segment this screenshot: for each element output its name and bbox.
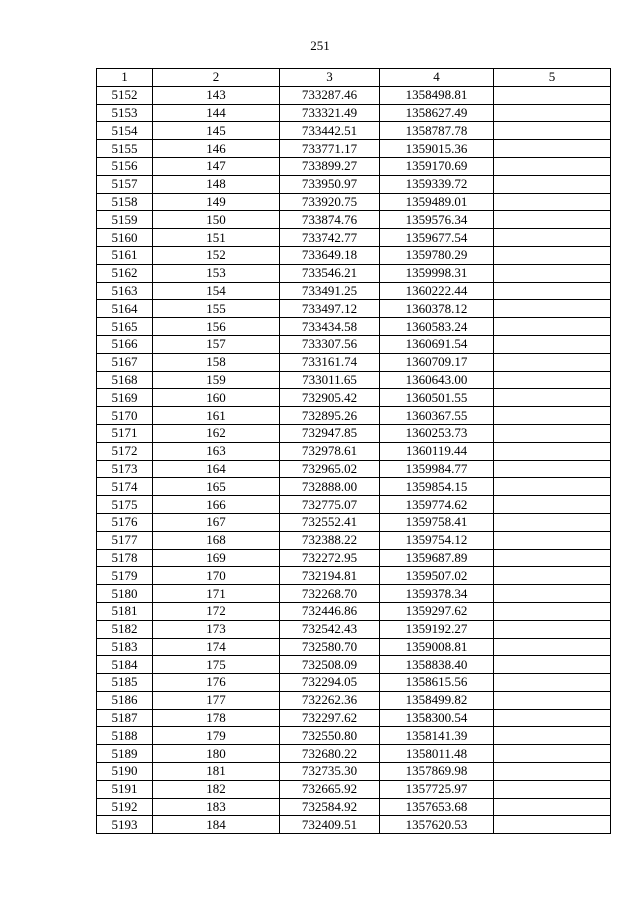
- table-cell: 733011.65: [280, 371, 380, 389]
- table-cell: 168: [153, 531, 280, 549]
- column-header: 1: [97, 69, 153, 87]
- table-cell: 1359758.41: [380, 513, 494, 531]
- table-row: [97, 585, 611, 603]
- table-cell: 155: [153, 300, 280, 318]
- table-cell: 733491.25: [280, 282, 380, 300]
- table-row: [97, 656, 611, 674]
- table-cell: 158: [153, 353, 280, 371]
- table-row: [97, 371, 611, 389]
- table-cell: 1359780.29: [380, 246, 494, 264]
- table-cell: 1359754.12: [380, 531, 494, 549]
- table-cell: 153: [153, 264, 280, 282]
- table-cell: 1359378.34: [380, 585, 494, 603]
- table-row: [97, 86, 611, 104]
- table-cell: 1358787.78: [380, 122, 494, 140]
- table-cell: 145: [153, 122, 280, 140]
- table-cell: 732680.22: [280, 745, 380, 763]
- table-cell: 5171: [97, 424, 153, 442]
- table-cell: 1360583.24: [380, 318, 494, 336]
- table-cell: 1359774.62: [380, 496, 494, 514]
- table-cell: [494, 460, 611, 478]
- table-cell: 733874.76: [280, 211, 380, 229]
- table-cell: 733742.77: [280, 229, 380, 247]
- table-cell: 5162: [97, 264, 153, 282]
- table-cell: 733287.46: [280, 86, 380, 104]
- table-cell: 733920.75: [280, 193, 380, 211]
- table-cell: [494, 620, 611, 638]
- table-cell: 732446.86: [280, 602, 380, 620]
- table-cell: 5192: [97, 798, 153, 816]
- table-cell: 5165: [97, 318, 153, 336]
- table-row: [97, 318, 611, 336]
- table-cell: 151: [153, 229, 280, 247]
- table-cell: 175: [153, 656, 280, 674]
- table-cell: 1358627.49: [380, 104, 494, 122]
- table-cell: [494, 798, 611, 816]
- table-row: [97, 193, 611, 211]
- table-cell: 144: [153, 104, 280, 122]
- table-cell: 1359192.27: [380, 620, 494, 638]
- table-cell: 1359677.54: [380, 229, 494, 247]
- table-cell: 183: [153, 798, 280, 816]
- table-cell: 148: [153, 175, 280, 193]
- table-row: [97, 567, 611, 585]
- table-cell: 732294.05: [280, 674, 380, 692]
- table-cell: 1360378.12: [380, 300, 494, 318]
- table-cell: [494, 282, 611, 300]
- table-cell: 161: [153, 407, 280, 425]
- table-cell: [494, 442, 611, 460]
- table-row: [97, 460, 611, 478]
- table-cell: 5187: [97, 709, 153, 727]
- table-row: [97, 353, 611, 371]
- table-cell: 733950.97: [280, 175, 380, 193]
- table-cell: 5188: [97, 727, 153, 745]
- table-cell: 1357725.97: [380, 780, 494, 798]
- table-cell: 1358498.81: [380, 86, 494, 104]
- table-cell: 5178: [97, 549, 153, 567]
- table-row: [97, 638, 611, 656]
- table-cell: 5164: [97, 300, 153, 318]
- table-row: [97, 496, 611, 514]
- table-cell: 733442.51: [280, 122, 380, 140]
- table-cell: 733546.21: [280, 264, 380, 282]
- table-cell: 1359297.62: [380, 602, 494, 620]
- table-cell: [494, 763, 611, 781]
- table-cell: 5168: [97, 371, 153, 389]
- table-cell: 176: [153, 674, 280, 692]
- table-cell: 180: [153, 745, 280, 763]
- table-cell: [494, 585, 611, 603]
- table-header-row: [97, 69, 611, 87]
- table-cell: [494, 300, 611, 318]
- table-cell: 179: [153, 727, 280, 745]
- table-cell: 732978.61: [280, 442, 380, 460]
- table-cell: 1359170.69: [380, 157, 494, 175]
- table-cell: 5182: [97, 620, 153, 638]
- table-cell: 1357653.68: [380, 798, 494, 816]
- table-cell: 732895.26: [280, 407, 380, 425]
- table-row: [97, 122, 611, 140]
- table-row: [97, 727, 611, 745]
- table-cell: 150: [153, 211, 280, 229]
- table-cell: 167: [153, 513, 280, 531]
- table-cell: 733434.58: [280, 318, 380, 336]
- table-cell: 1360367.55: [380, 407, 494, 425]
- table-cell: [494, 389, 611, 407]
- table-cell: 732508.09: [280, 656, 380, 674]
- table-cell: 732297.62: [280, 709, 380, 727]
- table-cell: 732965.02: [280, 460, 380, 478]
- table-cell: 1359507.02: [380, 567, 494, 585]
- table-cell: 1360691.54: [380, 335, 494, 353]
- table-cell: 5153: [97, 104, 153, 122]
- table-cell: 170: [153, 567, 280, 585]
- table-row: [97, 407, 611, 425]
- table-cell: [494, 318, 611, 336]
- table-row: [97, 389, 611, 407]
- table-cell: 732665.92: [280, 780, 380, 798]
- table-cell: 149: [153, 193, 280, 211]
- table-cell: [494, 264, 611, 282]
- table-cell: [494, 638, 611, 656]
- table-cell: 1359576.34: [380, 211, 494, 229]
- table-cell: [494, 478, 611, 496]
- table-cell: 1359854.15: [380, 478, 494, 496]
- table-cell: [494, 424, 611, 442]
- table-cell: 732552.41: [280, 513, 380, 531]
- table-cell: 732272.95: [280, 549, 380, 567]
- table-cell: [494, 86, 611, 104]
- table-cell: [494, 549, 611, 567]
- table-cell: 732388.22: [280, 531, 380, 549]
- table-cell: 1359687.89: [380, 549, 494, 567]
- table-cell: [494, 745, 611, 763]
- table-cell: 5177: [97, 531, 153, 549]
- table-row: [97, 816, 611, 834]
- page-number: 251: [310, 38, 330, 53]
- table-row: [97, 157, 611, 175]
- table-cell: 733899.27: [280, 157, 380, 175]
- table-cell: 166: [153, 496, 280, 514]
- table-cell: [494, 193, 611, 211]
- table-cell: 184: [153, 816, 280, 834]
- table-cell: [494, 496, 611, 514]
- table-cell: 5175: [97, 496, 153, 514]
- table-cell: [494, 122, 611, 140]
- table-cell: [494, 691, 611, 709]
- table-cell: [494, 353, 611, 371]
- table-cell: 5172: [97, 442, 153, 460]
- table-cell: 732580.70: [280, 638, 380, 656]
- table-cell: 5193: [97, 816, 153, 834]
- table-row: [97, 549, 611, 567]
- table-cell: [494, 157, 611, 175]
- table-cell: 172: [153, 602, 280, 620]
- table-cell: 181: [153, 763, 280, 781]
- table-cell: [494, 656, 611, 674]
- table-cell: 5161: [97, 246, 153, 264]
- table-cell: 5189: [97, 745, 153, 763]
- table-cell: 1358499.82: [380, 691, 494, 709]
- table-row: [97, 478, 611, 496]
- table-row: [97, 602, 611, 620]
- table-cell: 5169: [97, 389, 153, 407]
- table-row: [97, 763, 611, 781]
- table-cell: 173: [153, 620, 280, 638]
- table-cell: 733161.74: [280, 353, 380, 371]
- table-cell: 5179: [97, 567, 153, 585]
- table-row: [97, 140, 611, 158]
- table-cell: 143: [153, 86, 280, 104]
- table-cell: 5170: [97, 407, 153, 425]
- table-row: [97, 264, 611, 282]
- table-cell: 732262.36: [280, 691, 380, 709]
- table-cell: 732947.85: [280, 424, 380, 442]
- table-cell: 1360501.55: [380, 389, 494, 407]
- coordinates-table: [96, 68, 611, 834]
- table-cell: 1358615.56: [380, 674, 494, 692]
- table-cell: 163: [153, 442, 280, 460]
- table-cell: [494, 816, 611, 834]
- table-cell: 732584.92: [280, 798, 380, 816]
- table-cell: 5174: [97, 478, 153, 496]
- table-cell: 154: [153, 282, 280, 300]
- table-cell: 165: [153, 478, 280, 496]
- table-cell: 182: [153, 780, 280, 798]
- table-cell: 732905.42: [280, 389, 380, 407]
- table-cell: 178: [153, 709, 280, 727]
- table-cell: 169: [153, 549, 280, 567]
- table-cell: 177: [153, 691, 280, 709]
- table-cell: 5191: [97, 780, 153, 798]
- table-cell: 5173: [97, 460, 153, 478]
- table-cell: [494, 709, 611, 727]
- table-cell: [494, 407, 611, 425]
- table-cell: 5166: [97, 335, 153, 353]
- column-header: 4: [380, 69, 494, 87]
- table-cell: 174: [153, 638, 280, 656]
- table-cell: [494, 335, 611, 353]
- table-cell: 156: [153, 318, 280, 336]
- table-cell: 5186: [97, 691, 153, 709]
- table-cell: 5185: [97, 674, 153, 692]
- table-cell: 1357620.53: [380, 816, 494, 834]
- table-cell: 733307.56: [280, 335, 380, 353]
- table-cell: 160: [153, 389, 280, 407]
- table-cell: 1359984.77: [380, 460, 494, 478]
- table-cell: 1360119.44: [380, 442, 494, 460]
- table-row: [97, 531, 611, 549]
- table-row: [97, 211, 611, 229]
- table-cell: [494, 567, 611, 585]
- table-cell: 1358300.54: [380, 709, 494, 727]
- table-cell: 1360253.73: [380, 424, 494, 442]
- table-cell: 1360709.17: [380, 353, 494, 371]
- table-cell: [494, 727, 611, 745]
- table-row: [97, 335, 611, 353]
- table-cell: [494, 211, 611, 229]
- table-cell: [494, 104, 611, 122]
- table-cell: 5190: [97, 763, 153, 781]
- table-cell: 732409.51: [280, 816, 380, 834]
- table-cell: 5183: [97, 638, 153, 656]
- table-cell: [494, 780, 611, 798]
- table-cell: 1358141.39: [380, 727, 494, 745]
- table-cell: 5156: [97, 157, 153, 175]
- table-cell: 164: [153, 460, 280, 478]
- table-row: [97, 691, 611, 709]
- table-cell: 1358838.40: [380, 656, 494, 674]
- table-cell: 157: [153, 335, 280, 353]
- column-header: 3: [280, 69, 380, 87]
- table-cell: 5159: [97, 211, 153, 229]
- table-cell: 732735.30: [280, 763, 380, 781]
- table-cell: 5181: [97, 602, 153, 620]
- table-cell: 1358011.48: [380, 745, 494, 763]
- table-cell: 732268.70: [280, 585, 380, 603]
- table-cell: 5160: [97, 229, 153, 247]
- table-cell: 152: [153, 246, 280, 264]
- table-cell: 733497.12: [280, 300, 380, 318]
- table-cell: [494, 602, 611, 620]
- table-row: [97, 709, 611, 727]
- table-cell: 5158: [97, 193, 153, 211]
- table-cell: 5155: [97, 140, 153, 158]
- table-cell: [494, 531, 611, 549]
- table-cell: [494, 229, 611, 247]
- table-cell: 1359015.36: [380, 140, 494, 158]
- table-row: [97, 674, 611, 692]
- table-cell: 733649.18: [280, 246, 380, 264]
- table-cell: 5154: [97, 122, 153, 140]
- table-cell: 1357869.98: [380, 763, 494, 781]
- table-cell: 5163: [97, 282, 153, 300]
- table-cell: 1360643.00: [380, 371, 494, 389]
- table-body: [97, 86, 611, 833]
- column-header: 2: [153, 69, 280, 87]
- table-cell: 732194.81: [280, 567, 380, 585]
- table-cell: 5152: [97, 86, 153, 104]
- table-row: [97, 620, 611, 638]
- table-row: [97, 442, 611, 460]
- table-cell: 733321.49: [280, 104, 380, 122]
- table-row: [97, 798, 611, 816]
- table-cell: 1359008.81: [380, 638, 494, 656]
- table-row: [97, 780, 611, 798]
- table-cell: 5184: [97, 656, 153, 674]
- table-cell: 1359339.72: [380, 175, 494, 193]
- table-row: [97, 246, 611, 264]
- table-cell: [494, 513, 611, 531]
- table-row: [97, 300, 611, 318]
- table-cell: [494, 246, 611, 264]
- table-cell: [494, 140, 611, 158]
- table-row: [97, 229, 611, 247]
- table-cell: [494, 175, 611, 193]
- table-cell: 732550.80: [280, 727, 380, 745]
- table-cell: 5157: [97, 175, 153, 193]
- table-cell: 732888.00: [280, 478, 380, 496]
- table-cell: 162: [153, 424, 280, 442]
- table-cell: 1359489.01: [380, 193, 494, 211]
- table-row: [97, 745, 611, 763]
- table-row: [97, 175, 611, 193]
- table-cell: 732542.43: [280, 620, 380, 638]
- table-cell: 1359998.31: [380, 264, 494, 282]
- table-cell: 1360222.44: [380, 282, 494, 300]
- table-row: [97, 282, 611, 300]
- table-cell: 146: [153, 140, 280, 158]
- table-cell: 171: [153, 585, 280, 603]
- table-cell: 732775.07: [280, 496, 380, 514]
- table-cell: 5180: [97, 585, 153, 603]
- table-cell: 5167: [97, 353, 153, 371]
- table-cell: 147: [153, 157, 280, 175]
- column-header: 5: [494, 69, 611, 87]
- table-cell: [494, 371, 611, 389]
- table-cell: 5176: [97, 513, 153, 531]
- table-row: [97, 513, 611, 531]
- table-cell: 159: [153, 371, 280, 389]
- table-row: [97, 424, 611, 442]
- table-cell: 733771.17: [280, 140, 380, 158]
- table-cell: [494, 674, 611, 692]
- table-row: [97, 104, 611, 122]
